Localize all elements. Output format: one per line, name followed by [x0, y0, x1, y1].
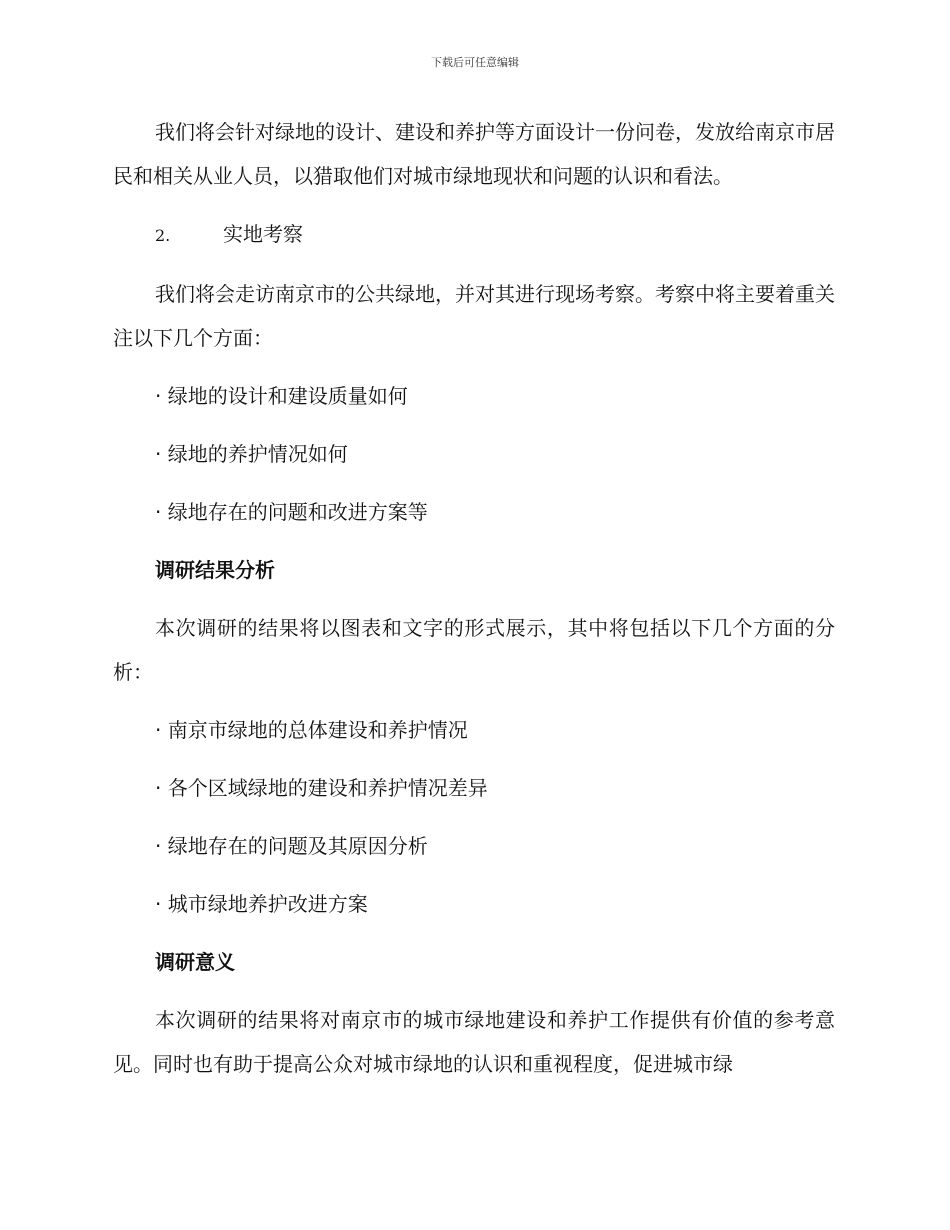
- list-number: 2.: [155, 226, 171, 245]
- bullet-item: · 南京市绿地的总体建设和养护情况: [155, 718, 468, 742]
- section-heading-significance: 调研意义: [155, 950, 235, 974]
- page-header: 下载后可任意编辑: [431, 56, 519, 69]
- bullet-item: · 绿地的养护情况如何: [155, 442, 348, 466]
- paragraph-significance: 本次调研的结果将对南京市的城市绿地建设和养护工作提供有价值的参考意见。同时也有助于提高公众对城市绿地的认识和重视程度，促进城市绿: [113, 1008, 835, 1076]
- paragraph-questionnaire: 我们将会针对绿地的设计、建设和养护等方面设计一份问卷，发放给南京市居民和相关从业人员，以猎取他们对城市绿地现状和问题的认识和看法。: [113, 120, 835, 188]
- bullet-item: · 城市绿地养护改进方案: [155, 892, 368, 916]
- section-heading-results: 调研结果分析: [155, 558, 275, 582]
- bullet-item: · 绿地的设计和建设质量如何: [155, 384, 408, 408]
- bullet-item: · 各个区域绿地的建设和养护情况差异: [155, 776, 488, 800]
- list-title: 实地考察: [223, 222, 303, 246]
- list-heading-field-survey: [155, 212, 835, 258]
- paragraph-results: 本次调研的结果将以图表和文字的形式展示，其中将包括以下几个方面的分析：: [113, 616, 835, 684]
- bullet-item: · 绿地存在的问题和改进方案等: [155, 500, 428, 524]
- bullet-item: · 绿地存在的问题及其原因分析: [155, 834, 428, 858]
- document-body: [113, 110, 835, 1100]
- paragraph-field-visit: 我们将会走访南京市的公共绿地，并对其进行现场考察。考察中将主要着重关注以下几个方面：: [113, 282, 835, 350]
